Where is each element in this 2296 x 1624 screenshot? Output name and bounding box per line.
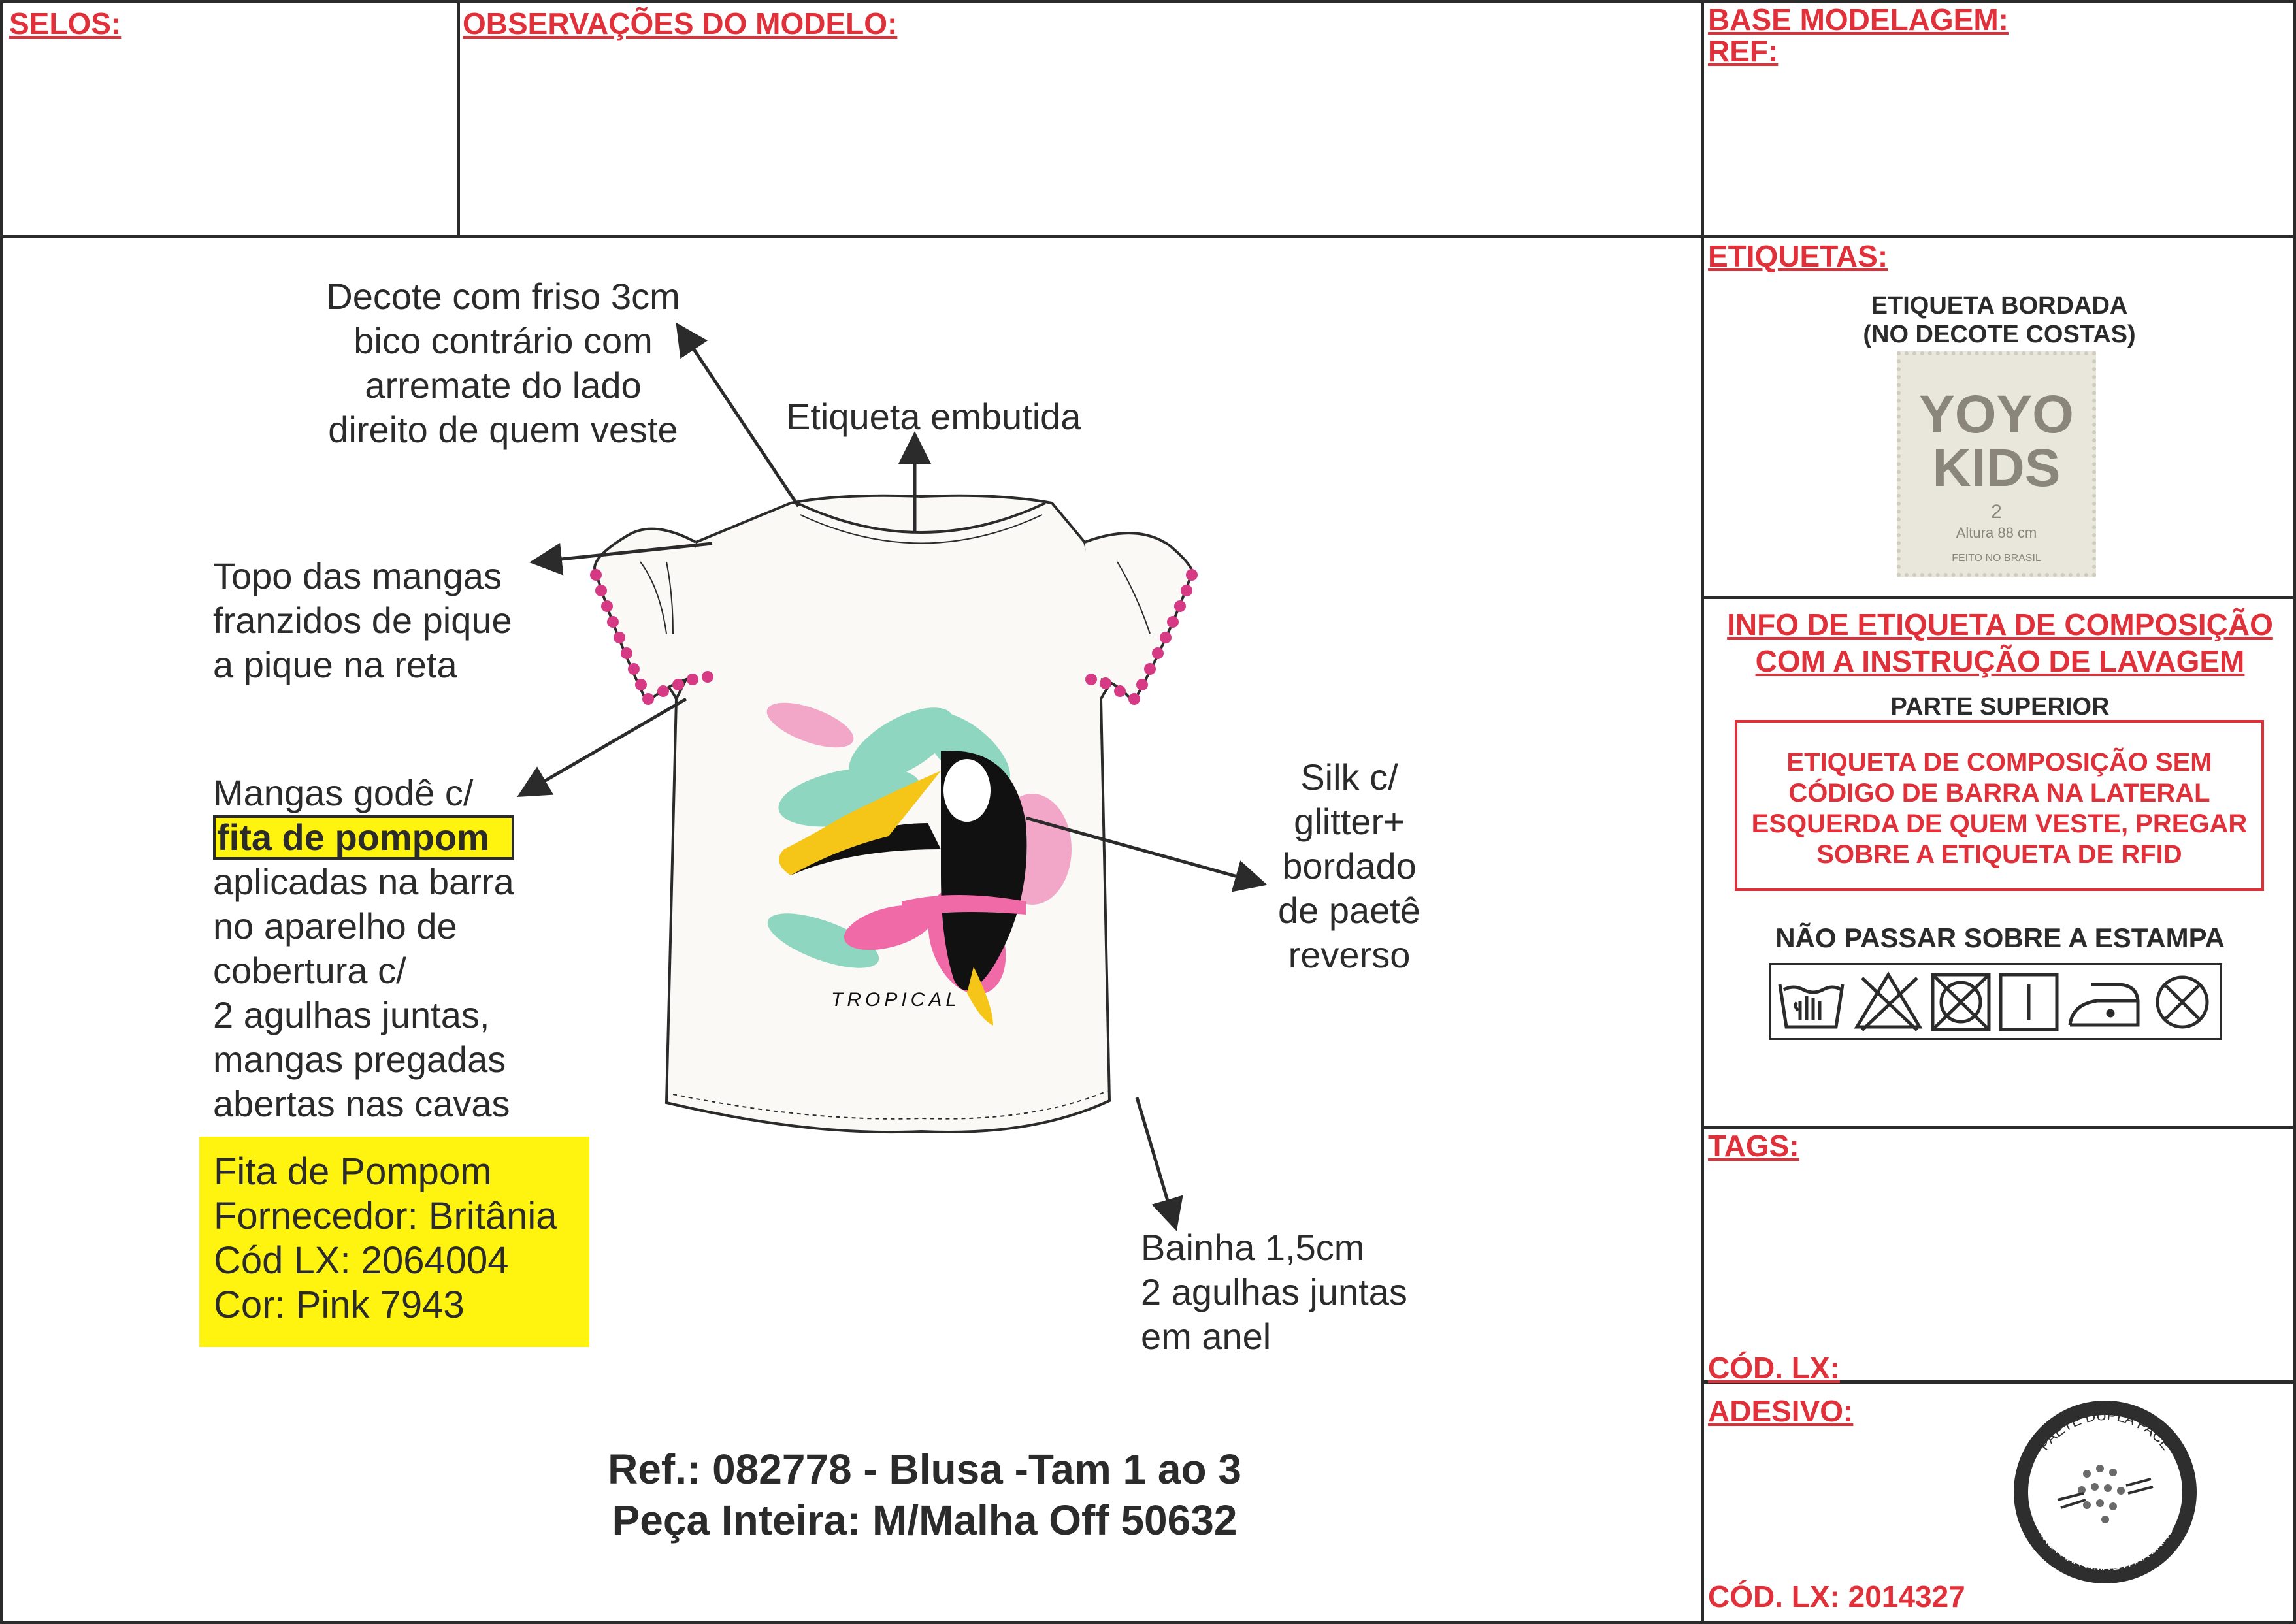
note-etiqueta-embutida: Etiqueta embutida (786, 396, 1081, 437)
etiqueta-bordada-line2: (NO DECOTE COSTAS) (1863, 321, 2136, 348)
note-decote-line4: direito de quem veste (328, 409, 678, 450)
parte-superior-label: PARTE SUPERIOR (1890, 693, 2110, 721)
adesivo-cod-lx: CÓD. LX: 2014327 (1708, 1580, 1965, 1614)
no-tumble-dry-icon (1933, 975, 1989, 1030)
sticker-bottom-text: VIRE PARA CIMA E PARA BAIXO (2034, 1524, 2176, 1574)
frame-bottom (0, 1621, 2296, 1624)
note-mangas-line5: cobertura c/ (213, 950, 406, 991)
note-mangas-line4: no aparelho de (213, 905, 457, 947)
note-silk (1241, 755, 1457, 977)
info-title-line2: COM A INSTRUÇÃO DE LAVAGEM (1755, 644, 2245, 678)
label-brand-line2: KIDS (1932, 438, 2061, 498)
observacoes-label: OBSERVAÇÕES DO MODELO: (463, 7, 898, 41)
base-modelagem-label: BASE MODELAGEM: (1708, 3, 2009, 37)
arrow-bainha (1137, 1097, 1175, 1225)
note-topo-mangas (213, 554, 512, 687)
no-bleach-icon (1857, 975, 1920, 1030)
note-mangas-line3: aplicadas na barra (213, 861, 514, 902)
arrow-silk (1026, 818, 1261, 883)
label-made-in: FEITO NO BRASIL (1952, 553, 2041, 564)
note-silk-line5: reverso (1288, 934, 1411, 975)
etiqueta-bordada-title (1803, 291, 2195, 349)
adesivo-label: ADESIVO: (1708, 1394, 1854, 1428)
note-mangas-line6: 2 agulhas juntas, (213, 994, 490, 1035)
paete-sticker (2009, 1395, 2202, 1589)
note-mangas-highlight: fita de pompom (213, 815, 514, 860)
note-topo-line2: franzidos de pique (213, 600, 512, 641)
note-mangas-line1: Mangas godê c/ (213, 772, 474, 813)
note-silk-line1: Silk c/ (1300, 756, 1398, 798)
tags-label: TAGS: (1708, 1129, 1799, 1163)
arrow-mangas-gode (523, 699, 686, 794)
info-title-line1: INFO DE ETIQUETA DE COMPOSIÇÃO (1727, 608, 2273, 641)
selos-label: SELOS: (9, 7, 122, 41)
pompom-line4: Cor: Pink 7943 (214, 1284, 465, 1326)
label-height: Altura 88 cm (1956, 525, 2037, 541)
note-bainha-line3: em anel (1141, 1316, 1271, 1357)
ref-title (457, 1444, 1392, 1546)
note-bainha-line1: Bainha 1,5cm (1141, 1227, 1365, 1268)
ref-line2: Peça Inteira: M/Malha Off 50632 (612, 1497, 1238, 1544)
sidebar-rule-1 (1701, 596, 2296, 599)
hand-wash-icon (1780, 984, 1843, 1027)
label-brand-line1: YOYO (1919, 385, 2074, 444)
note-bainha (1141, 1226, 1407, 1359)
no-dry-clean-icon (2157, 977, 2207, 1027)
woven-label-image (1897, 351, 2096, 577)
label-size: 2 (1991, 501, 2002, 523)
ref-line1: Ref.: 082778 - Blusa -Tam 1 ao 3 (608, 1446, 1241, 1493)
pompom-line1: Fita de Pompom (214, 1150, 492, 1193)
note-topo-line1: Topo das mangas (213, 555, 502, 596)
pompom-line2: Fornecedor: Britânia (214, 1195, 557, 1237)
composicao-line-1: ETIQUETA DE COMPOSIÇÃO SEM (1786, 748, 2212, 777)
pompom-line3: Cód LX: 2064004 (214, 1239, 509, 1282)
note-silk-line3: bordado (1282, 845, 1417, 886)
note-silk-line2: glitter+ (1294, 801, 1405, 842)
note-topo-line3: a pique na reta (213, 644, 457, 685)
pompom-info-box (199, 1137, 589, 1347)
sticker-top-text: PAETÊ DUPLA FACE (2035, 1406, 2175, 1453)
note-decote (287, 274, 719, 452)
note-decote-line3: arremate do lado (365, 365, 642, 406)
etiquetas-label: ETIQUETAS: (1708, 239, 1888, 273)
composicao-line-4: SOBRE A ETIQUETA DE RFID (1816, 840, 2182, 869)
composicao-line-3: ESQUERDA DE QUEM VESTE, PREGAR (1751, 809, 2248, 838)
note-mangas-highlight-row (213, 815, 514, 860)
note-mangas-gode (213, 771, 514, 1126)
etiqueta-bordada-line1: ETIQUETA BORDADA (1871, 292, 2128, 319)
nao-passar-label: NÃO PASSAR SOBRE A ESTAMPA (1775, 922, 2225, 953)
composicao-box (1735, 720, 2264, 891)
composicao-line-2: CÓDIGO DE BARRA NA LATERAL (1788, 779, 2210, 807)
ref-label: REF: (1708, 34, 1779, 68)
note-mangas-line7: mangas pregadas (213, 1039, 506, 1080)
cod-lx-label: CÓD. LX: (1708, 1351, 1840, 1385)
note-decote-line2: bico contrário com (353, 320, 653, 361)
care-symbols-strip (1769, 963, 2222, 1040)
line-dry-icon (2001, 975, 2057, 1030)
info-composicao-title (1704, 606, 2296, 679)
note-silk-line4: de paetê (1278, 890, 1420, 931)
note-decote-line1: Decote com friso 3cm (326, 276, 680, 317)
note-mangas-line8: abertas nas cavas (213, 1083, 510, 1124)
note-bainha-line2: 2 agulhas juntas (1141, 1271, 1407, 1312)
arrow-topo-mangas (536, 544, 712, 562)
tropical-text: TROPICAL (831, 989, 961, 1011)
low-iron-icon (2070, 984, 2138, 1025)
